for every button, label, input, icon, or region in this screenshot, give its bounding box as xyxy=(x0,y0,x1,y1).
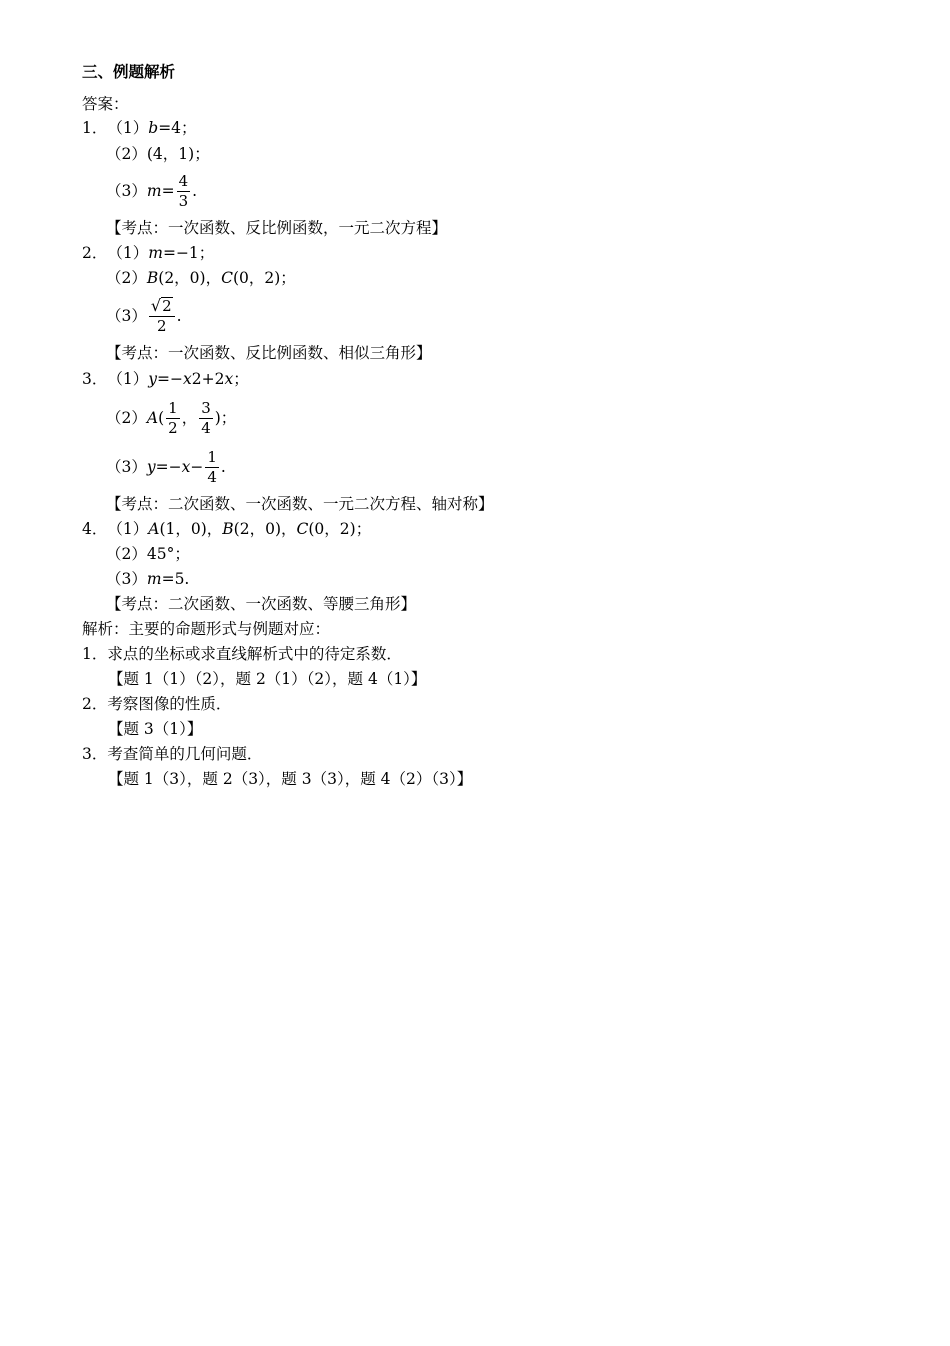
q3-part2 xyxy=(106,398,236,438)
q3-p2-fraction-1 xyxy=(166,400,180,437)
q3-p2-close: )； xyxy=(214,409,237,427)
q3-p1-mid: =− xyxy=(157,370,183,388)
q4-p1-b: B xyxy=(222,520,234,538)
q3-p2-numerator-2: 3 xyxy=(201,398,211,417)
q1-p3-var: m xyxy=(146,182,162,200)
q4-p3-rest: =5. xyxy=(161,570,190,588)
q4-p1-b-rest: (2，0)， xyxy=(233,520,297,538)
q2-number: 2． xyxy=(82,244,108,262)
q2-p1-rest: =−1； xyxy=(162,244,215,262)
q2-p3-radicand: 2 xyxy=(162,297,172,315)
q3-p3-label: （3） xyxy=(106,458,147,476)
q3-p1-y: y xyxy=(148,370,158,388)
q1-part3 xyxy=(106,173,197,209)
q2-p1-label: （1） xyxy=(107,244,149,262)
q1-p3-fraction xyxy=(177,173,191,210)
sqrt-symbol: √ 2 xyxy=(150,296,172,315)
q3-topic: 【考点：二次函数、一次函数、一元二次方程、轴对称】 xyxy=(106,495,494,513)
q4-p1-a: A xyxy=(148,520,160,538)
q3-p3-y: y xyxy=(146,458,156,476)
analysis-item-3: 3．考查简单的几何问题． xyxy=(82,745,263,763)
q1-p3-end: . xyxy=(192,182,198,200)
analysis-item-3-ref: 【题 1（3），题 2（3），题 3（3），题 4（2）（3）】 xyxy=(108,770,473,788)
q4-p3-label: （3） xyxy=(106,570,147,588)
q1-p1-rest: =4； xyxy=(158,119,197,137)
q3-p1-label: （1） xyxy=(107,370,149,388)
q3-p3-fraction xyxy=(205,449,219,486)
analysis-heading: 解析：主要的命题形式与例题对应： xyxy=(82,620,331,638)
q1-topic: 【考点：一次函数、反比例函数，一元二次方程】 xyxy=(106,219,448,237)
q1-p3-numerator: 4 xyxy=(178,171,189,190)
analysis-item-2-ref: 【题 3（1）】 xyxy=(108,720,203,738)
q1-number: 1． xyxy=(82,119,108,137)
q3-p1-end: ； xyxy=(233,370,249,388)
q1-p1-var: b xyxy=(148,119,159,137)
q3-p1-x: x xyxy=(183,370,192,388)
analysis-item-1-ref: 【题 1（1）（2），题 2（1）（2），题 4（1）】 xyxy=(108,670,427,688)
q1-p1-label: （1） xyxy=(107,119,149,137)
q4-p2-label: （2） xyxy=(106,545,147,563)
q3-part1 xyxy=(82,369,249,389)
section-title: 三、例题解析 xyxy=(82,62,176,81)
q1-p3-label: （3） xyxy=(106,182,147,200)
answers-heading: 答案： xyxy=(82,95,129,113)
q4-p1-a-rest: (1，0)， xyxy=(159,520,223,538)
q2-part1 xyxy=(82,243,214,263)
analysis-item-1: 1．求点的坐标或求直线解析式中的待定系数． xyxy=(82,645,402,663)
q3-p3-minus: − xyxy=(190,458,204,476)
q3-p2-fraction-2 xyxy=(199,400,213,437)
q2-p3-numerator xyxy=(149,297,175,316)
q4-topic: 【考点：二次函数、一次函数、等腰三角形】 xyxy=(106,595,417,613)
q2-topic: 【考点：一次函数、反比例函数、相似三角形】 xyxy=(106,344,432,362)
q2-part2 xyxy=(106,268,296,288)
q3-p2-denominator-1: 2 xyxy=(168,418,178,437)
q4-number: 4． xyxy=(82,520,108,538)
q4-p2-text: 45°； xyxy=(146,545,190,563)
q1-p2-label: （2） xyxy=(106,145,147,163)
q1-p3-denominator: 3 xyxy=(178,191,189,210)
analysis-item-2: 2．考察图像的性质． xyxy=(82,695,232,713)
q4-part2 xyxy=(106,544,190,564)
q3-p3-end: . xyxy=(220,458,226,476)
q3-p3-mid: =− xyxy=(155,458,182,476)
q4-p1-c-rest: (0，2)； xyxy=(308,520,372,538)
q1-part1 xyxy=(82,118,197,138)
q3-p2-denominator-2: 4 xyxy=(201,418,211,437)
q4-part3 xyxy=(106,569,189,589)
q2-p2-b: B xyxy=(146,269,159,287)
q3-p3-numerator: 1 xyxy=(207,447,217,466)
q2-p2-b-rest: (2，0)， xyxy=(158,269,222,287)
q2-p3-fraction xyxy=(149,297,175,335)
q2-p2-label: （2） xyxy=(106,269,147,287)
q3-p3-x: x xyxy=(181,458,191,476)
q3-part3 xyxy=(106,448,226,486)
q3-p2-label: （2） xyxy=(106,409,147,427)
q3-p2-open: ( xyxy=(158,409,165,427)
q4-p1-c: C xyxy=(296,520,309,538)
q4-p1-label: （1） xyxy=(107,520,149,538)
q3-number: 3． xyxy=(82,370,108,388)
q2-part3 xyxy=(106,294,182,338)
q3-p1-mid2: 2+2 xyxy=(191,370,225,388)
q4-p3-var: m xyxy=(146,570,162,588)
q1-p3-eq: = xyxy=(161,182,175,200)
q2-p3-label: （3） xyxy=(106,307,147,325)
q3-p3-denominator: 4 xyxy=(207,467,217,486)
q3-p1-x2: x xyxy=(224,370,234,388)
q1-p2-text: (4，1)； xyxy=(146,145,210,163)
q3-p2-a: A xyxy=(146,409,159,427)
q2-p1-var: m xyxy=(148,244,163,262)
q2-p3-denominator: 2 xyxy=(156,317,167,335)
q2-p2-c-rest: (0，2)； xyxy=(232,269,296,287)
q4-part1 xyxy=(82,519,371,539)
q3-p2-sep: ， xyxy=(181,409,198,427)
q2-p3-end: . xyxy=(176,307,182,325)
q2-p2-c: C xyxy=(221,269,233,287)
q3-p2-numerator-1: 1 xyxy=(168,398,178,417)
q1-part2 xyxy=(106,144,210,164)
